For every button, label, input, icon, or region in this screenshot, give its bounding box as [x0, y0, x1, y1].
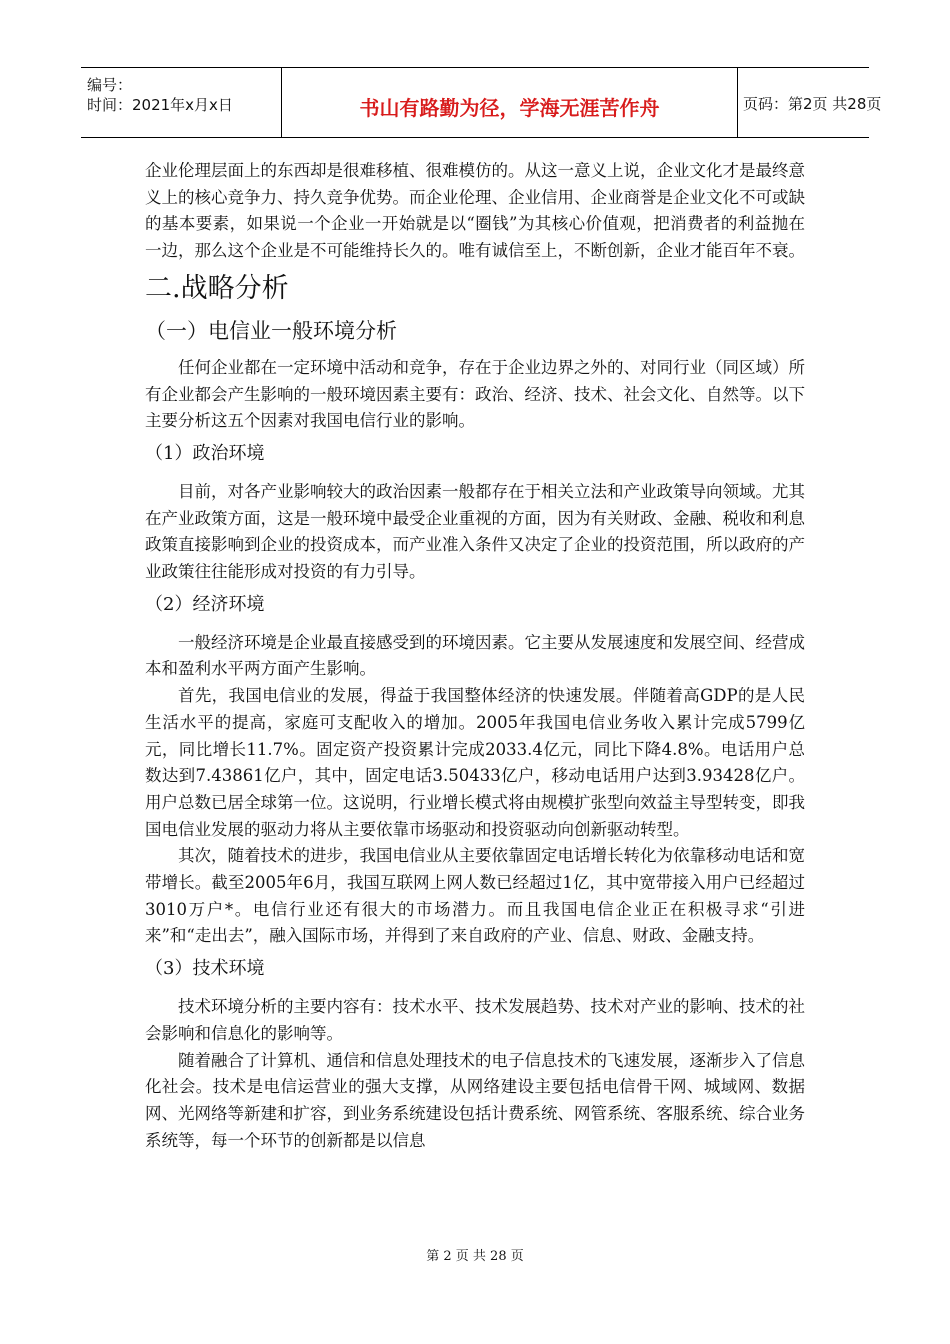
- header-page-cell: [737, 68, 882, 137]
- subsection-heading-general-environment: （一）电信业一般环境分析: [145, 318, 397, 343]
- paragraph-technical-detail: 随着融合了计算机、通信和信息处理技术的电子信息技术的飞速发展，逐渐步入了信息化社会。技术是电信运营业的强大支撑，从网络建设主要包括电信骨干网、城域网、数据网、光网络等新建和扩容，到业务系统建设包括计费系统、网管系统、客服系统、综合业务系统等，每一个环节的创新都是以信息: [145, 1050, 805, 1150]
- paragraph-economic-intro: 一般经济环境是企业最直接感受到的环境因素。它主要从发展速度和发展空间、经营成本和盈利水平两方面产生影响。: [145, 632, 805, 679]
- document-time-label: 时间：2021年x月x日: [87, 96, 233, 114]
- header-info: [81, 68, 281, 137]
- page-footer: 第 2 页 共 28 页: [426, 1249, 524, 1264]
- heading-technical-environment: （3）技术环境: [145, 958, 265, 980]
- header-page-code: 页码：第2页 共28页: [743, 95, 882, 113]
- header-motto: 书山有路勤为径，学海无涯苦作舟: [359, 96, 660, 120]
- document-body: [145, 158, 805, 1154]
- section-heading-strategy: 二.战略分析: [145, 272, 289, 304]
- heading-political-environment: （1）政治环境: [145, 442, 265, 464]
- paragraph-economic-second: 其次，随着技术的进步，我国电信业从主要依靠固定电话增长转化为依靠移动电话和宽带增长。截至2005年6月，我国互联网上网人数已经超过1亿，其中宽带接入用户已经超过3010万户*。电信行业还有很大的市场潜力。而且我国电信企业正在积极寻求“引进来”和“走出去”，融入国际市场，并得到了来自政府的产业、信息、财政、金融支持。: [145, 846, 805, 946]
- heading-economic-environment: （2）经济环境: [145, 593, 265, 615]
- page-header: [81, 67, 882, 138]
- paragraph-technical-intro: 技术环境分析的主要内容有：技术水平、技术发展趋势、技术对产业的影响、技术的社会影响和信息化的影响等。: [145, 997, 805, 1043]
- document-number-label: 编号：: [87, 76, 133, 94]
- header-motto-cell: [281, 68, 738, 137]
- paragraph-political: 目前，对各产业影响较大的政治因素一般都存在于相关立法和产业政策导向领域。尤其在产业政策方面，这是一般环境中最受企业重视的方面，因为有关财政、金融、税收和利息政策直接影响到企业的投资成本，而产业准入条件又决定了企业的投资范围，所以政府的产业政策往往能形成对投资的有力引导。: [145, 481, 805, 582]
- paragraph-continuation: 企业伦理层面上的东西却是很难移植、很难模仿的。从这一意义上说，企业文化才是最终意义上的核心竞争力、持久竞争优势。而企业伦理、企业信用、企业商誉是企业文化不可或缺的基本要素，如果说一个企业一开始就是以“圈钱”为其核心价值观，把消费者的利益抛在一边，那么这个企业是不可能维持长久的。唯有诚信至上，不断创新，企业才能百年不衰。: [145, 161, 805, 261]
- paragraph-intro: 任何企业都在一定环境中活动和竞争，存在于企业边界之外的、对同行业（同区域）所有企业都会产生影响的一般环境因素主要有：政治、经济、技术、社会文化、自然等。以下主要分析这五个因素对我国电信行业的影响。: [145, 357, 805, 431]
- paragraph-economic-first: 首先，我国电信业的发展，得益于我国整体经济的快速发展。伴随着高GDP的是人民生活水平的提高，家庭可支配收入的增加。2005年我国电信业务收入累计完成5799亿元，同比增长11.7%。固定资产投资累计完成2033.4亿元，同比下降4.8%。电话用户总数达到7.43861亿户，其中，固定电话3.50433亿户，移动电话用户达到3.93428亿户。用户总数已居全球第一位。这说明，行业增长模式将由规模扩张型向效益主导型转变，即我国电信业发展的驱动力将从主要依靠市场驱动和投资驱动向创新驱动转型。: [145, 686, 805, 839]
